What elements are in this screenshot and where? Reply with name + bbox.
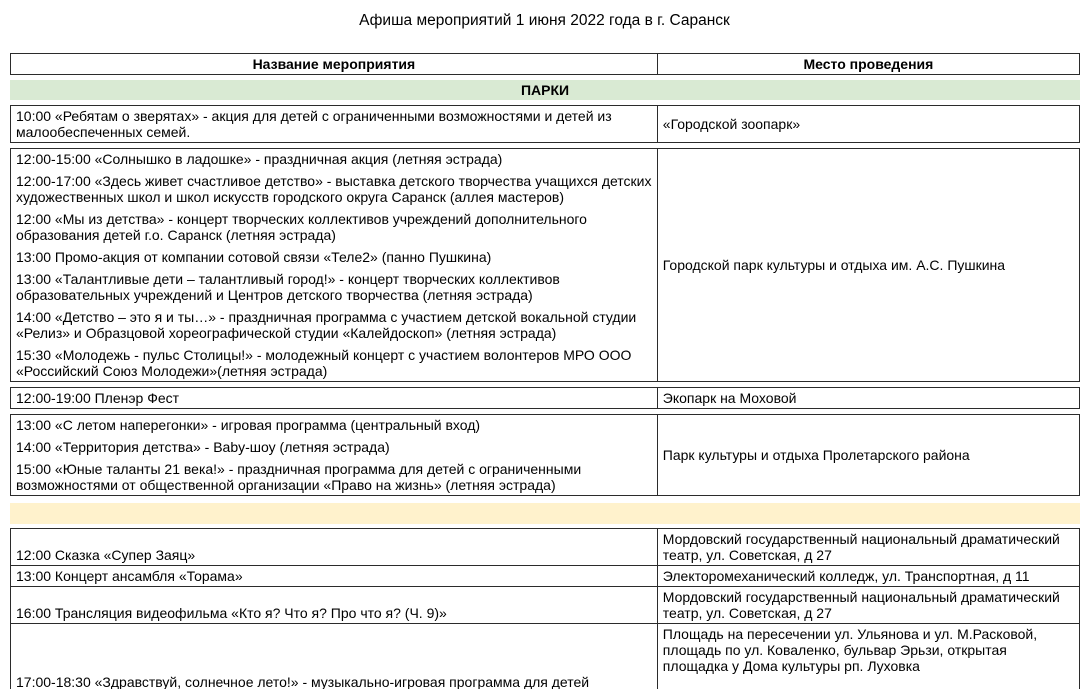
section-band-yellow <box>10 503 1080 524</box>
header-venue: Место проведения <box>803 56 934 72</box>
event-item: 12:00-17:00 «Здесь живет счастливое детство» - выставка детского творчества учащихся детских художественных школ и школ искусств городского округа Саранск (аллея мастеров) <box>16 173 652 205</box>
venue-text: «Городской зоопарк» <box>662 116 801 132</box>
event-item: 17:00-18:30 «Здравствуй, солнечное лето!» - музыкально-игровая программа для детей <box>16 674 590 689</box>
section-band-parks-label: ПАРКИ <box>520 82 570 98</box>
event-cell <box>11 624 658 689</box>
table-row <box>11 623 1079 689</box>
venue-text: Парк культуры и отдыха Пролетарского района <box>662 447 970 463</box>
table-row <box>10 148 1080 382</box>
culture-table <box>10 528 1080 689</box>
venue-cell <box>658 388 1079 408</box>
venue-cell <box>658 566 1079 586</box>
venue-text: Городской парк культуры и отдыха им. А.С. Пушкина <box>662 257 1006 273</box>
table-row <box>10 387 1080 409</box>
event-cell <box>11 587 658 623</box>
event-item: 13:00 Концерт ансамбля «Торама» <box>16 568 243 584</box>
event-cell <box>11 529 658 565</box>
event-cell <box>11 415 658 495</box>
event-item: 14:00 «Территория детства» - Baby-шоу (летняя эстрада) <box>16 439 390 455</box>
event-item: 12:00-15:00 «Солнышко в ладошке» - праздничная акция (летняя эстрада) <box>16 151 503 167</box>
event-item: 16:00 Трансляция видеофильма «Кто я? Что я? Про что я? (Ч. 9)» <box>16 605 447 621</box>
table-row <box>10 105 1080 143</box>
event-item: 12:00-19:00 Пленэр Фест <box>16 390 180 406</box>
header-event-name: Название мероприятия <box>11 54 658 74</box>
table-row <box>11 586 1079 623</box>
venue-cell <box>658 624 1079 689</box>
event-item: 14:00 «Детство – это я и ты…» - праздничная программа с участием детской вокальной студии «Релиз» и Образцовой хореографической студии «Калейдоскоп» (летняя эстрада) <box>16 309 637 341</box>
table-row <box>11 565 1079 586</box>
events-table <box>10 53 1080 689</box>
venue-text: Электоромеханический колледж, ул. Транспортная, д 11 <box>662 568 1030 584</box>
event-cell <box>11 566 658 586</box>
event-item: 12:00 Сказка «Супер Заяц» <box>16 547 196 563</box>
venue-cell <box>658 106 1079 142</box>
event-item: 10:00 «Ребятам о зверятах» - акция для детей с ограниченными возможностями и детей из малообеспеченных семей. <box>16 108 612 140</box>
table-row <box>11 529 1079 565</box>
page-title: Афиша мероприятий 1 июня 2022 года в г. Саранск <box>359 12 730 29</box>
venue-cell <box>658 529 1079 565</box>
table-row <box>10 414 1080 496</box>
event-item: 13:00 «Талантливые дети – талантливый город!» - концерт творческих коллективов образовательных учреждений и Центров детского творчества (летняя эстрада) <box>16 271 560 303</box>
table-header-row <box>10 53 1080 75</box>
event-item: 13:00 Промо-акция от компании сотовой связи «Теле2» (панно Пушкина) <box>16 249 492 265</box>
venue-text: Мордовский государственный национальный драматический театр, ул. Советская, д 27 <box>662 589 1060 621</box>
venue-text: Площадь на пересечении ул. Ульянова и ул. М.Расковой, площадь по ул. Коваленко, бульвар Эрьзи, открытая площадка у Дома культуры рп. Луховка <box>662 626 1038 674</box>
event-cell <box>11 106 658 142</box>
event-item: 13:00 «С летом наперегонки» - игровая программа (центральный вход) <box>16 417 481 433</box>
venue-text: Мордовский государственный национальный драматический театр, ул. Советская, д 27 <box>662 531 1060 563</box>
event-cell <box>11 388 658 408</box>
venue-cell <box>658 149 1079 381</box>
venue-cell <box>658 415 1079 495</box>
event-item: 15:00 «Юные таланты 21 века!» - праздничная программа для детей с ограниченными возможностями от общественной организации «Право на жизнь» (летняя эстрада) <box>16 461 582 493</box>
event-item: 15:30 «Молодежь - пульс Столицы!» - молодежный концерт с участием волонтеров МРО ООО «Российский Союз Молодежи»(летняя эстрада) <box>16 347 632 379</box>
venue-cell <box>658 587 1079 623</box>
section-band-parks <box>10 80 1080 100</box>
event-item: 12:00 «Мы из детства» - концерт творческих коллективов учреждений дополнительного образования детей г.о. Саранск (летняя эстрада) <box>16 211 587 243</box>
event-cell <box>11 149 658 381</box>
venue-text: Экопарк на Моховой <box>662 390 797 406</box>
